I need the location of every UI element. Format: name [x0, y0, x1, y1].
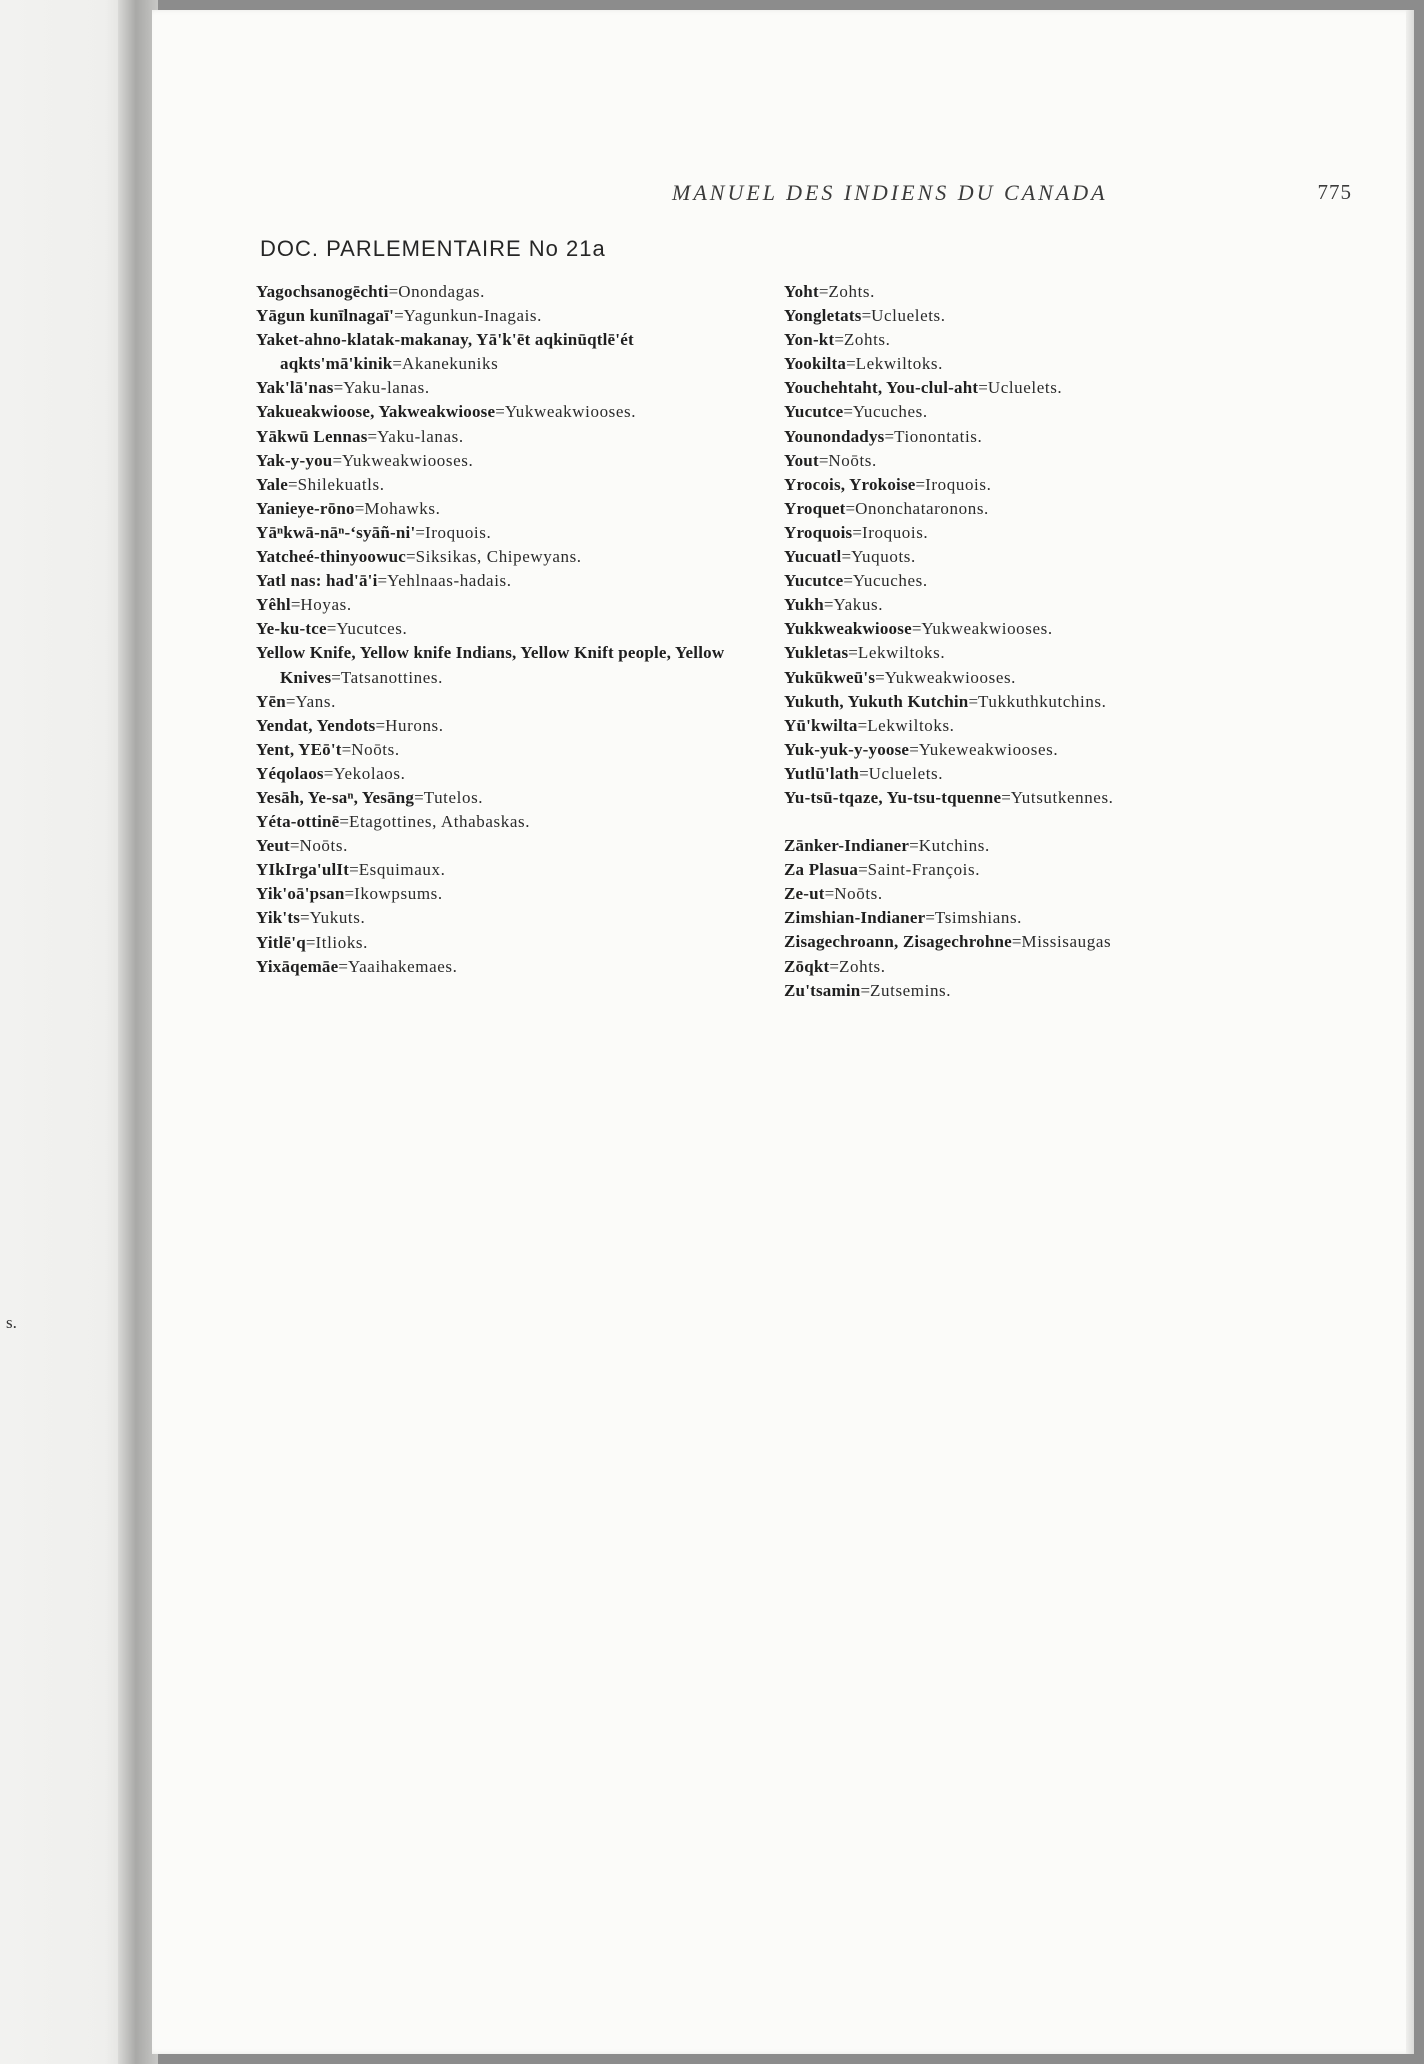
equals-sign: = [392, 354, 402, 374]
entry-term: Yaket-ahno-klatak-makanay, Yā'k'ēt aqkinūqtlē'ét aqkts'mā'kinik [256, 330, 634, 374]
equals-sign: = [287, 474, 298, 494]
equals-sign: = [834, 330, 844, 350]
equals-sign: = [845, 498, 856, 518]
index-entry [256, 641, 761, 689]
entry-definition: Tukkuthkutchins. [978, 691, 1107, 711]
entry-definition: Mohawks. [364, 498, 441, 518]
entry-term: Yū'kwilta [784, 715, 858, 735]
entry-term: Yongletats [784, 306, 862, 326]
entry-definition: Iroquois. [925, 474, 992, 494]
entry-definition: Yucuches. [852, 402, 928, 422]
index-entry [256, 328, 761, 376]
index-entry [256, 738, 761, 762]
entry-term: Za Plasua [784, 860, 859, 880]
index-entry [784, 762, 1289, 786]
doc-reference-heading: DOC. PARLEMENTAIRE No 21a [260, 236, 606, 261]
entry-definition: Iroquois. [425, 522, 492, 542]
entry-definition: Akanekuniks [402, 354, 499, 374]
entry-term: Yukkweakwioose [784, 619, 912, 639]
entry-definition: Yutsutkennes. [1010, 787, 1114, 807]
entry-definition: Ucluelets. [871, 306, 946, 326]
index-entry [256, 473, 761, 497]
index-entry [784, 545, 1289, 569]
entry-definition: Yaku-lanas. [343, 378, 430, 398]
entry-definition: Ononchataronons. [855, 498, 989, 518]
entry-term: Zānker-Indianer [784, 836, 910, 856]
entry-definition: Missisaugas [1021, 932, 1112, 952]
index-entry [784, 906, 1289, 930]
entry-definition: Noōts. [299, 836, 348, 856]
index-entry [256, 762, 761, 786]
equals-sign: = [915, 474, 926, 494]
entry-term: Yuk-yuk-y-yoose [784, 739, 910, 759]
equals-sign: = [843, 402, 853, 422]
equals-sign: = [394, 306, 404, 326]
entry-term: Yon-kt [784, 330, 835, 350]
equals-sign: = [405, 547, 416, 567]
equals-sign: = [323, 763, 334, 783]
entry-term: YIkIrga'ulIt [256, 860, 350, 880]
equals-sign: = [884, 426, 895, 446]
entry-definition: Yakus. [833, 595, 884, 615]
index-entry [784, 328, 1289, 352]
entry-definition: Yaku-lanas. [377, 426, 464, 446]
entry-definition: Yekolaos. [333, 763, 406, 783]
index-entry [256, 690, 761, 714]
entry-definition: Noōts. [828, 450, 877, 470]
entry-term: Yeut [256, 836, 290, 856]
entry-definition: Yans. [295, 691, 336, 711]
index-entry [784, 521, 1289, 545]
index-entry [256, 521, 761, 545]
index-entry [784, 641, 1289, 665]
entry-term: Yāⁿkwā-nāⁿ-ʻsyāñ-ni' [256, 522, 416, 542]
entry-definition: Zohts. [839, 956, 886, 976]
entry-definition: Kutchins. [918, 836, 990, 856]
entry-definition: Noōts. [834, 884, 883, 904]
entry-term: Ye-ku-tce [256, 619, 327, 639]
entry-term: Yēn [256, 691, 286, 711]
entry-term: Yrocois, Yrokoise [784, 474, 916, 494]
equals-sign: = [495, 402, 505, 422]
entry-definition: Itlioks. [315, 932, 368, 952]
index-entry [784, 425, 1289, 449]
entry-term: Yāgun kunīlnagaī' [256, 306, 395, 326]
entry-definition: Yucuches. [852, 571, 928, 591]
entry-term: Yatl nas: had'ā'i [256, 571, 378, 591]
index-entry [256, 304, 761, 328]
entry-definition: Yehlnaas-hadais. [387, 571, 512, 591]
equals-sign: = [326, 619, 337, 639]
running-title: MANUEL DES INDIENS DU CANADA [672, 180, 1108, 205]
equals-sign: = [375, 715, 386, 735]
index-entry [784, 304, 1289, 328]
index-entry [784, 400, 1289, 424]
entry-term: Yukuth, Yukuth Kutchin [784, 691, 969, 711]
entry-definition: Tatsanottines. [340, 667, 443, 687]
entry-definition: Lekwiltoks. [867, 715, 955, 735]
equals-sign: = [818, 282, 829, 301]
equals-sign: = [857, 715, 868, 735]
entry-term: Yik'ts [256, 908, 301, 928]
entry-definition: Zohts. [828, 282, 875, 301]
entry-definition: Iroquois. [861, 522, 929, 542]
index-entry [784, 858, 1289, 882]
equals-sign: = [823, 595, 834, 615]
entry-definition: Yukweakwiooses. [342, 450, 474, 470]
equals-sign: = [978, 378, 988, 398]
index-entry [784, 376, 1289, 400]
index-entry [784, 690, 1289, 714]
equals-sign: = [861, 306, 872, 326]
equals-sign: = [333, 378, 344, 398]
entry-term: Yroquet [784, 498, 846, 518]
index-entry [256, 425, 761, 449]
equals-sign: = [341, 739, 352, 759]
index-entry [784, 786, 1289, 810]
index-entry [256, 376, 761, 400]
entry-definition: Yaaihakemaes. [347, 956, 458, 976]
index-entry [256, 617, 761, 641]
index-entry [256, 955, 761, 979]
equals-sign: = [824, 884, 835, 904]
equals-sign: = [367, 426, 378, 446]
index-entry [256, 834, 761, 858]
entry-term: Yukh [784, 595, 824, 615]
index-entry [784, 882, 1289, 906]
entry-definition: Yukweakwiooses. [921, 619, 1053, 639]
entry-term: Yanieye-rōno [256, 498, 355, 518]
entry-term: Yout [784, 450, 819, 470]
entry-definition: Onondagas. [398, 282, 485, 301]
entry-term: Yu-tsū-tqaze, Yu-tsu-tquenne [784, 787, 1002, 807]
equals-sign: = [305, 932, 316, 952]
index-entry [256, 714, 761, 738]
equals-sign: = [846, 354, 856, 374]
index-entry [256, 400, 761, 424]
entry-term: Zisagechroann, Zisagechrohne [784, 932, 1012, 952]
index-entry [784, 979, 1289, 1003]
entry-term: Yoht [784, 282, 819, 301]
entry-definition: Ikowpsums. [354, 884, 443, 904]
entry-term: Yutlū'lath [784, 763, 860, 783]
equals-sign: = [331, 667, 341, 687]
entry-definition: Saint-François. [867, 860, 981, 880]
entry-term: Yucutce [784, 402, 844, 422]
index-entry [784, 449, 1289, 473]
equals-sign: = [290, 595, 301, 615]
equals-sign: = [300, 908, 310, 928]
section-gap [784, 810, 1289, 834]
equals-sign: = [1011, 932, 1022, 952]
entry-definition: Tionontatis. [894, 426, 983, 446]
entry-term: Ze-ut [784, 884, 825, 904]
equals-sign: = [858, 860, 868, 880]
index-entry [784, 352, 1289, 376]
equals-sign: = [875, 667, 885, 687]
entry-term: Yucuatl [784, 547, 842, 567]
entry-term: Yak'lā'nas [256, 378, 334, 398]
entry-term: Yixāqemāe [256, 956, 339, 976]
entry-term: Yik'oā'psan [256, 884, 345, 904]
entry-definition: Yuquots. [851, 547, 916, 567]
equals-sign: = [414, 787, 424, 807]
page-edge-shadow [1406, 10, 1414, 2054]
entry-term: Yéqolaos [256, 763, 324, 783]
equals-sign: = [344, 884, 355, 904]
entry-definition: Yukuts. [309, 908, 366, 928]
running-header [522, 180, 1352, 210]
index-entry [784, 738, 1289, 762]
equals-sign: = [848, 643, 858, 663]
entry-definition: Yukweakwiooses. [504, 402, 637, 422]
entry-term: Yêhl [256, 595, 291, 615]
index-entry [256, 593, 761, 617]
equals-sign: = [332, 450, 343, 470]
index-entry [784, 593, 1289, 617]
index-entry [784, 280, 1289, 304]
entry-definition: Yucutces. [336, 619, 408, 639]
entry-term: Zimshian-Indianer [784, 908, 926, 928]
index-entry [784, 569, 1289, 593]
equals-sign: = [829, 956, 840, 976]
entry-definition: Ucluelets. [987, 378, 1063, 398]
previous-page-fragment: s. [6, 1313, 17, 1332]
entry-term: Yukletas [784, 643, 849, 663]
entry-definition: Tutelos. [423, 787, 484, 807]
entry-definition: Esquimaux. [358, 860, 446, 880]
equals-sign: = [1001, 787, 1011, 807]
equals-sign: = [388, 282, 399, 301]
index-entry [784, 497, 1289, 521]
index-entry [784, 930, 1289, 954]
index-entry [784, 666, 1289, 690]
equals-sign: = [377, 571, 388, 591]
entry-term: Yucutce [784, 571, 844, 591]
index-entry [256, 906, 761, 930]
entry-definition: Lekwiltoks. [855, 354, 943, 374]
entry-term: Yent, YEō't [256, 739, 342, 759]
entry-definition: Ucluelets. [868, 763, 944, 783]
equals-sign: = [860, 980, 871, 1000]
entry-definition: Shilekuatls. [297, 474, 385, 494]
entry-definition: Zohts. [843, 330, 891, 350]
equals-sign: = [339, 812, 349, 832]
entry-term: Younondadys [784, 426, 885, 446]
page-number: 775 [1317, 180, 1352, 204]
equals-sign: = [415, 522, 425, 542]
index-entry [784, 617, 1289, 641]
entry-definition: Etagottines, Athabaskas. [348, 812, 531, 832]
equals-sign: = [909, 739, 919, 759]
entry-term: Yendat, Yendots [256, 715, 376, 735]
equals-sign: = [859, 763, 869, 783]
index-entry [256, 786, 761, 810]
equals-sign: = [289, 836, 300, 856]
entry-term: Youchehtaht, You-clul-aht [784, 378, 979, 398]
entry-term: Yroquois [784, 522, 853, 542]
entry-definition: Hurons. [385, 715, 444, 735]
entry-term: Yukūkweū's [784, 667, 876, 687]
equals-sign: = [349, 860, 359, 880]
index-entry [256, 858, 761, 882]
equals-sign: = [843, 571, 853, 591]
entry-term: Yak-y-you [256, 450, 333, 470]
equals-sign: = [925, 908, 935, 928]
entry-term: Yatcheé-thinyoowuc [256, 547, 406, 567]
entry-term: Yagochsanogēchti [256, 282, 389, 301]
entry-term: Zu'tsamin [784, 980, 861, 1000]
equals-sign: = [968, 691, 979, 711]
entry-term: Yale [256, 474, 288, 494]
index-entry [256, 931, 761, 955]
index-entry [256, 497, 761, 521]
equals-sign: = [338, 956, 348, 976]
entry-term: Yéta-ottinē [256, 812, 340, 832]
equals-sign: = [285, 691, 296, 711]
entry-term: Yookilta [784, 354, 847, 374]
index-entry [256, 882, 761, 906]
entry-definition: Siksikas, Chipewyans. [415, 547, 582, 567]
index-entry [256, 449, 761, 473]
index-entry [784, 834, 1289, 858]
entry-term: Yitlē'q [256, 932, 306, 952]
equals-sign: = [909, 836, 919, 856]
index-entry [256, 569, 761, 593]
entry-term: Yākwū Lennas [256, 426, 368, 446]
entry-term: Yesāh, Ye-saⁿ, Yesāng [256, 787, 415, 807]
entry-term: Zōqkt [784, 956, 830, 976]
index-entry [784, 473, 1289, 497]
entry-definition: Tsimshians. [934, 908, 1023, 928]
equals-sign: = [911, 619, 922, 639]
entry-definition: Zutsemins. [870, 980, 952, 1000]
entry-term: Yellow Knife, Yellow knife Indians, Yellow Knift people, Yellow Knives [256, 643, 725, 687]
entry-definition: Hoyas. [300, 595, 352, 615]
equals-sign: = [841, 547, 852, 567]
entry-definition: Lekwiltoks. [857, 643, 946, 663]
entry-definition: Yukeweakwiooses. [918, 739, 1059, 759]
index-entry [784, 714, 1289, 738]
entry-term: Yakueakwioose, Yakweakwioose [256, 402, 496, 422]
entry-definition: Yukweakwiooses. [884, 667, 1017, 687]
entry-definition: Yagunkun-Inagais. [403, 306, 542, 326]
index-entry [256, 545, 761, 569]
equals-sign: = [818, 450, 829, 470]
equals-sign: = [354, 498, 365, 518]
document-page [152, 10, 1414, 2054]
index-entry [784, 955, 1289, 979]
equals-sign: = [852, 522, 862, 542]
entry-definition: Noōts. [351, 739, 400, 759]
index-entry [256, 810, 761, 834]
left-column [256, 280, 761, 979]
right-column [784, 280, 1289, 1003]
index-entry [256, 280, 761, 304]
